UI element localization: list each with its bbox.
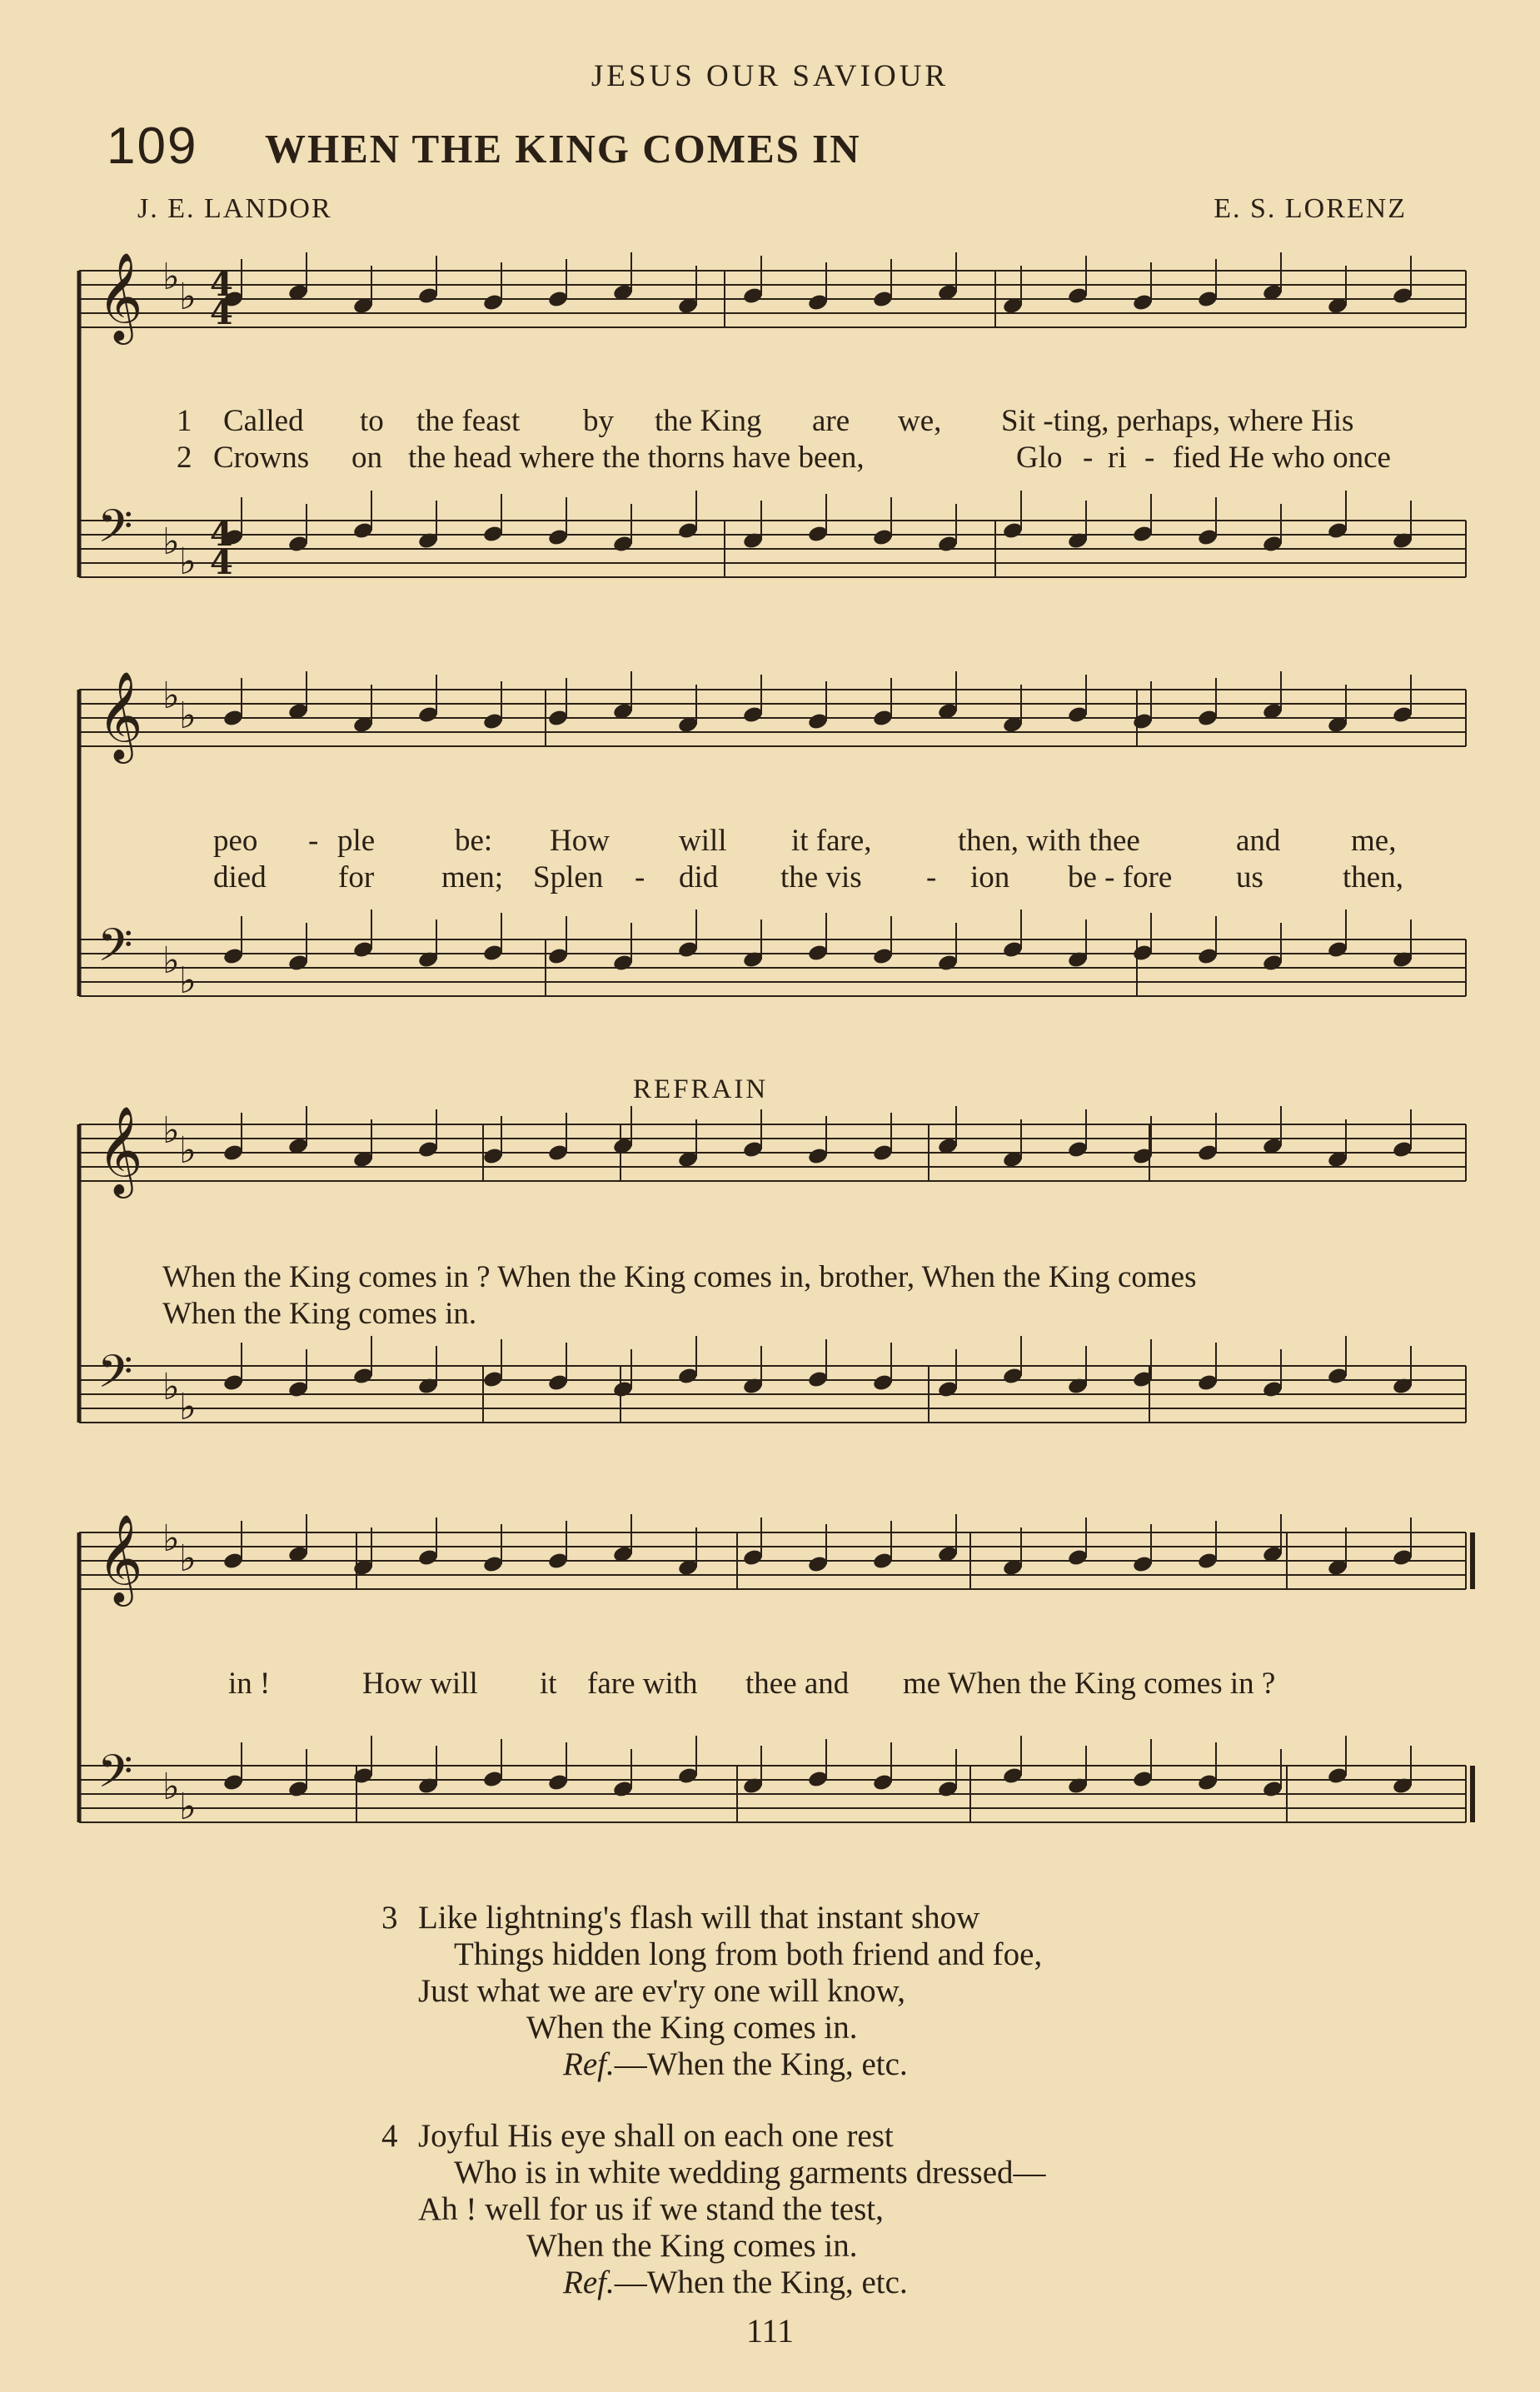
lyric-syllable: How	[550, 824, 610, 858]
lyric-syllable: fied He who once	[1173, 441, 1391, 475]
lyric-syllable: the feast	[416, 404, 521, 438]
composer-credit: E. S. LORENZ	[1214, 193, 1407, 224]
ref-text: —When the King, etc.	[614, 2046, 908, 2082]
stanza-line: Just what we are ev'ry one will know,	[418, 1973, 906, 2009]
stanza-line: Like lightning's flash will that instant show	[418, 1900, 980, 1936]
lyric-hyphen: -	[635, 860, 645, 895]
lyric-syllable: thee and	[745, 1667, 850, 1701]
flat-icon: ♭	[162, 939, 180, 982]
page-number: 111	[745, 2312, 795, 2350]
lyric-hyphen: -	[308, 824, 319, 858]
stanza-number: 3	[381, 1900, 398, 1936]
hymn-number: 109	[107, 117, 198, 175]
bass-clef-icon: 𝄢	[97, 919, 133, 983]
hymn-title: WHEN THE KING COMES IN	[265, 126, 861, 172]
time-signature-digit: 4	[210, 543, 233, 582]
lyric-syllable: for	[338, 860, 375, 895]
lyric-syllable: then,	[1343, 860, 1403, 895]
flat-icon: ♭	[162, 1766, 180, 1808]
lyric-hyphen: -	[1083, 441, 1094, 475]
lyric-syllable: the head where the thorns have been,	[408, 441, 865, 475]
lyric-syllable: Called	[223, 404, 304, 438]
flat-icon: ♭	[179, 1386, 197, 1428]
lyric-syllable: Splen	[533, 860, 604, 895]
stanza-line: Joyful His eye shall on each one rest	[418, 2118, 894, 2154]
lyric-syllable: and	[1236, 824, 1281, 858]
lyric-hyphen: -	[1144, 441, 1155, 475]
stanza-line: When the King comes in.	[526, 2010, 858, 2046]
stanza-refrain-ref	[563, 2264, 908, 2301]
treble-clef-icon: 𝄞	[97, 252, 143, 341]
treble-clef-icon: 𝄞	[97, 1513, 143, 1602]
lyric-syllable: it	[540, 1667, 557, 1701]
lyric-syllable: be:	[455, 824, 493, 858]
flat-icon: ♭	[179, 276, 197, 318]
treble-clef-icon: 𝄞	[97, 1105, 143, 1194]
lyric-syllable: died	[213, 860, 267, 895]
lyric-syllable: Crowns	[213, 441, 310, 475]
lyric-syllable: on	[351, 441, 382, 475]
lyric-syllable: How will	[362, 1667, 478, 1701]
flat-icon: ♭	[179, 1786, 197, 1828]
verse-number: 2	[177, 441, 192, 475]
flat-icon: ♭	[162, 675, 180, 717]
lyric-syllable: did	[679, 860, 719, 895]
time-signature-digit: 4	[210, 515, 233, 554]
lyric-syllable: me When the King comes in ?	[903, 1667, 1276, 1701]
lyric-syllable: ion	[970, 860, 1010, 895]
lyric-syllable: are	[812, 404, 850, 438]
stanza-line: Things hidden long from both friend and foe,	[454, 1936, 1043, 1972]
treble-clef-icon: 𝄞	[97, 670, 143, 760]
lyric-syllable: we,	[898, 404, 942, 438]
stanza-line: When the King comes in.	[526, 2228, 858, 2264]
ref-label: Ref.	[563, 2046, 615, 2082]
bass-clef-icon: 𝄢	[97, 500, 133, 564]
lyric-syllable: in !	[228, 1667, 271, 1701]
lyric-syllable: us	[1236, 860, 1263, 895]
lyric-syllable: ple	[337, 824, 376, 858]
lyric-syllable: men;	[441, 860, 503, 895]
lyric-syllable: then, with thee	[958, 824, 1140, 858]
lyric-syllable: Sit -ting, perhaps, where His	[1001, 404, 1354, 438]
flat-icon: ♭	[162, 1109, 180, 1152]
stanza-line: Who is in white wedding garments dressed—	[454, 2155, 1046, 2190]
system-3-line-1: When the King comes in ? When the King comes in, brother, When the King comes	[162, 1260, 1197, 1294]
lyric-syllable: ri	[1108, 441, 1127, 475]
flat-icon: ♭	[179, 1537, 197, 1580]
lyric-syllable: by	[583, 404, 614, 438]
time-signature-digit: 4	[210, 293, 233, 332]
lyric-syllable: be - fore	[1068, 860, 1173, 895]
lyric-syllable: Glo	[1016, 441, 1063, 475]
lyric-syllable: the vis	[780, 860, 862, 895]
flat-icon: ♭	[179, 1129, 197, 1172]
stanza-number: 4	[381, 2118, 398, 2154]
ref-text: —When the King, etc.	[614, 2265, 908, 2300]
verse-number: 1	[177, 404, 192, 438]
flat-icon: ♭	[179, 959, 197, 1002]
author-credit: J. E. LANDOR	[137, 193, 332, 224]
lyric-syllable: the King	[655, 404, 762, 438]
flat-icon: ♭	[162, 521, 180, 563]
flat-icon: ♭	[162, 256, 180, 298]
refrain-label: REFRAIN	[633, 1074, 769, 1104]
lyric-hyphen: -	[926, 860, 937, 895]
time-signature-digit: 4	[210, 265, 233, 304]
flat-icon: ♭	[179, 541, 197, 583]
lyric-syllable: fare with	[587, 1667, 698, 1701]
lyric-syllable: me,	[1351, 824, 1397, 858]
ref-label: Ref.	[563, 2265, 615, 2300]
lyric-syllable: will	[679, 824, 727, 858]
flat-icon: ♭	[179, 695, 197, 737]
lyric-syllable: to	[360, 404, 384, 438]
flat-icon: ♭	[162, 1366, 180, 1408]
running-head: JESUS OUR SAVIOUR	[591, 59, 949, 93]
stanza-line: Ah ! well for us if we stand the test,	[418, 2191, 884, 2227]
stanza-refrain-ref	[563, 2046, 908, 2083]
flat-icon: ♭	[162, 1517, 180, 1560]
system-3-line-2: When the King comes in.	[162, 1297, 477, 1331]
lyric-syllable: peo	[213, 824, 258, 858]
lyric-syllable: it fare,	[791, 824, 872, 858]
bass-clef-icon: 𝄢	[97, 1745, 133, 1809]
bass-clef-icon: 𝄢	[97, 1345, 133, 1409]
